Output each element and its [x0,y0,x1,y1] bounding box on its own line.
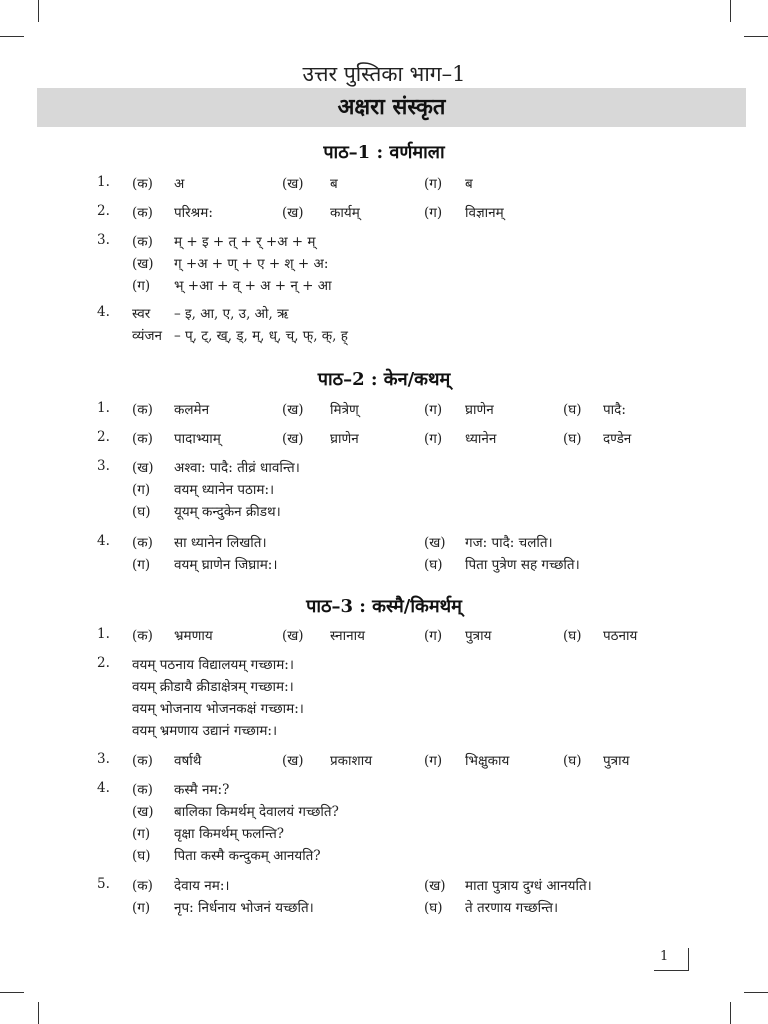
option-label: (क) [132,628,153,644]
option-label: (क) [132,431,153,447]
answer-text: ब [465,176,473,192]
lesson-heading: पाठ–3 : कस्मै/किमर्थम् [306,596,462,617]
answer-text: पादाभ्याम् [174,431,221,447]
answer-text: ब [330,176,338,192]
answer-text: मित्रेण् [330,402,359,418]
option-label: (क) [132,535,153,551]
answer-text: पिता पुत्रेण सह गच्छति। [465,557,580,573]
option-label: व्यंजन [132,328,162,344]
answer-text: नृप: निर्धनाय भोजनं यच्छति। [174,900,314,916]
option-label: (घ) [563,402,582,418]
option-label: (घ) [563,628,582,644]
answer-text: प्रकाशाय [330,753,373,769]
option-label: (घ) [563,431,582,447]
option-label: (ख) [282,753,304,769]
answer-text: विज्ञानम् [465,205,504,221]
answer-text: कार्यम् [330,205,360,221]
option-label: (ग) [132,900,151,916]
answer-text: वयम् पठनाय विद्यालयम् गच्छाम:। [132,657,294,673]
question-number: 1. [97,626,110,642]
question-number: 1. [97,174,110,190]
option-label: (ग) [424,753,443,769]
option-label: (ख) [282,176,304,192]
option-label: (घ) [424,557,443,573]
option-label: (ग) [132,826,151,842]
option-label: (ग) [132,278,151,294]
answer-text: भ्रमणाय [174,628,213,644]
option-label: (घ) [132,504,151,520]
answer-text: वयम् भ्रमणाय उद्यानं गच्छाम:। [132,723,278,739]
answer-text: वयम् क्रीडायै क्रीडाक्षेत्रम् गच्छाम:। [132,679,294,695]
crop-mark [38,0,39,22]
answer-text: भ् +आ + व् + अ + न् + आ [174,278,332,294]
answer-text: अश्वा: पादै: तीव्रं धावन्ति। [174,460,300,476]
option-label: (ख) [424,878,446,894]
option-label: (क) [132,176,153,192]
crop-mark [744,36,768,37]
question-number: 3. [97,458,110,474]
answer-text: वृक्षा किमर्थम् फलन्ति? [174,826,285,842]
option-label: (ख) [282,205,304,221]
option-label: (ग) [424,431,443,447]
page-title: उत्तर पुस्तिका भाग–1 [302,62,466,86]
answer-text: अ [174,176,185,192]
answer-text: पिता कस्मै कन्दुकम् आनयति? [174,848,321,864]
option-label: (ख) [282,402,304,418]
answer-text: वयम् घ्राणेन जिघ्राम:। [174,557,278,573]
option-label: (घ) [132,848,151,864]
option-label: (क) [132,878,153,894]
crop-mark [38,1002,39,1024]
option-label: (क) [132,205,153,221]
answer-text: वयम् भोजनाय भोजनकक्षं गच्छाम:। [132,701,304,717]
crop-mark [744,992,768,993]
answer-text: पादै: [603,402,626,418]
answer-text: ध्यानेन [465,431,497,447]
question-number: 2. [97,203,110,219]
answer-text: देवाय नम:। [174,878,230,894]
answer-text: म् + इ + त् + र् +अ + म् [174,234,316,250]
answer-text: पुत्राय [465,628,492,644]
question-number: 4. [97,304,110,320]
answer-text: दण्डेन [603,431,632,447]
answer-text: घ्राणेन [465,402,494,418]
answer-text: माता पुत्राय दुग्धं आनयति। [465,878,592,894]
answer-text: घ्राणेन [330,431,359,447]
option-label: (ख) [132,256,154,272]
answer-text: वर्षाथै [174,753,202,769]
option-label: (क) [132,782,153,798]
question-number: 2. [97,655,110,671]
answer-text: यूयम् कन्दुकेन क्रीडथ। [174,504,281,520]
answer-text: स्नानाय [330,628,365,644]
answer-text: – प्, ट्, ख्, ड्, म्, ध्, च्, फ्, क्, ह् [174,328,348,344]
title-banner [37,88,746,127]
option-label: (ग) [424,205,443,221]
option-label: (ग) [424,628,443,644]
question-number: 3. [97,232,110,248]
option-label: (क) [132,402,153,418]
crop-mark [0,992,24,993]
option-label: (ख) [132,804,154,820]
question-number: 3. [97,751,110,767]
question-number: 4. [97,533,110,549]
answer-text: कलमेन [174,402,210,418]
answer-text: वयम् ध्यानेन पठाम:। [174,482,275,498]
page-number: 1 [660,949,669,964]
answer-text: सा ध्यानेन लिखति। [174,535,267,551]
option-label: (घ) [424,900,443,916]
question-number: 5. [97,876,110,892]
option-label: (क) [132,234,153,250]
lesson-heading: पाठ–2 : केन/कथम् [317,369,451,390]
option-label: (क) [132,753,153,769]
option-label: (ख) [282,628,304,644]
option-label: (ख) [424,535,446,551]
answer-text: बालिका किमर्थम् देवालयं गच्छति? [174,804,339,820]
banner-title: अक्षरा संस्कृत [337,94,446,120]
answer-text: परिश्रम: [174,205,213,221]
answer-text: कस्मै नम:? [174,782,230,798]
answer-text: ते तरणाय गच्छन्ति। [465,900,559,916]
option-label: (ख) [282,431,304,447]
crop-mark [0,36,24,37]
crop-mark [730,0,731,22]
answer-text: पठनाय [603,628,638,644]
lesson-heading: पाठ–1 : वर्णमाला [323,142,445,163]
answer-text: ग् +अ + ण् + ए + श् + अ: [174,256,329,272]
question-number: 4. [97,780,110,796]
option-label: (ग) [424,402,443,418]
option-label: (घ) [563,753,582,769]
option-label: (ग) [132,557,151,573]
option-label: स्वर [132,306,151,322]
question-number: 1. [97,400,110,416]
answer-text: – इ, आ, ए, उ, ओ, ऋ [174,306,289,322]
answer-text: भिक्षुकाय [465,753,510,769]
answer-text: पुत्राय [603,753,630,769]
option-label: (ग) [424,176,443,192]
option-label: (ख) [132,460,154,476]
crop-mark [730,1002,731,1024]
answer-text: गज: पादै: चलति। [465,535,553,551]
option-label: (ग) [132,482,151,498]
question-number: 2. [97,429,110,445]
